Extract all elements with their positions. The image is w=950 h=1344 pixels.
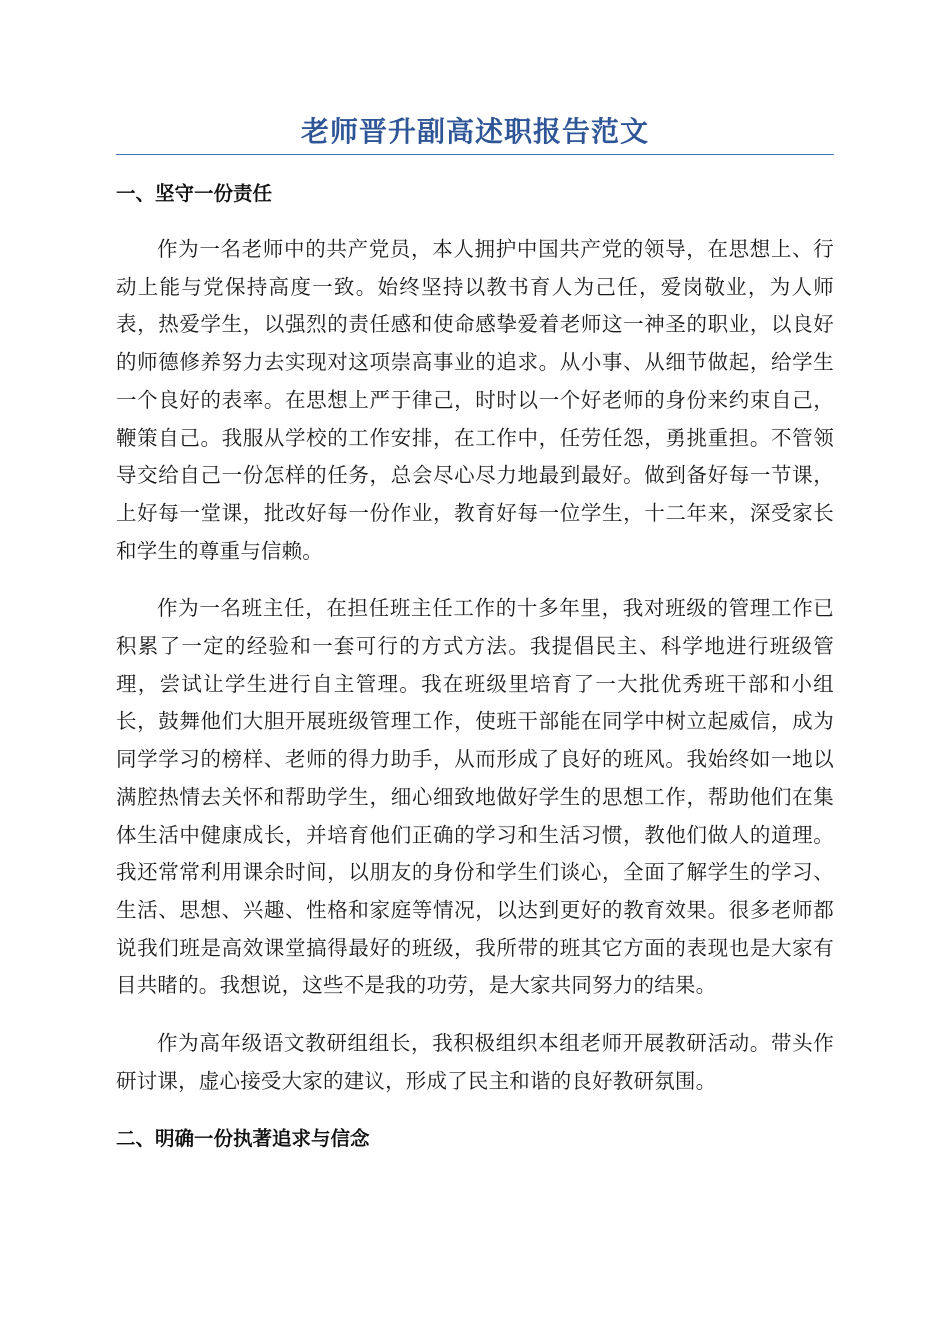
document-body <box>116 175 834 1176</box>
document-title: 老师晋升副高述职报告范文 <box>300 115 649 148</box>
section-heading-2: 二、明确一份执著追求与信念 <box>116 1127 370 1151</box>
section-heading-1: 一、坚守一份责任 <box>116 182 273 205</box>
section-1-paragraph-1: 作为一名老师中的共产党员，本人拥护中国共产党的领导，在思想上、行动上能与党保持高度一致。始终坚持以教书育人为己任，爱岗敬业，为人师表，热爱学生，以强烈的责任感和使命感挚爱着老师这一神圣的职业，以良好的师德修养努力去实现对这项崇高事业的追求。从小事、从细节做起，给学生一个良好的表率。在思想上严于律己，时时以一个好老师的身份来约束自己，鞭策自己。我服从学校的工作安排，在工作中，任劳任怨，勇挑重担。不管领导交给自己一份怎样的任务，总会尽心尽力地最到最好。做到备好每一节课，上好每一堂课，批改好每一份作业，教育好每一位学生，十二年来，深受家长和学生的尊重与信赖。 <box>116 237 834 563</box>
title-underline-rule <box>116 154 834 155</box>
section-1-paragraph-2: 作为一名班主任，在担任班主任工作的十多年里，我对班级的管理工作已积累了一定的经验和一套可行的方式方法。我提倡民主、科学地进行班级管理，尝试让学生进行自主管理。我在班级里培育了一大批优秀班干部和小组长，鼓舞他们大胆开展班级管理工作，使班干部能在同学中树立起威信，成为同学学习的榜样、老师的得力助手，从而形成了良好的班风。我始终如一地以满腔热情去关怀和帮助学生，细心细致地做好学生的思想工作，帮助他们在集体生活中健康成长，并培育他们正确的学习和生活习惯，教他们做人的道理。我还常常利用课余时间，以朋友的身份和学生们谈心，全面了解学生的学习、生活、思想、兴趣、性格和家庭等情况，以达到更好的教育效果。很多老师都说我们班是高效课堂搞得最好的班级，我所带的班其它方面的表现也是大家有目共睹的。我想说，这些不是我的功劳，是大家共同努力的结果。 <box>116 596 834 998</box>
section-1-paragraph-3: 作为高年级语文教研组组长，我积极组织本组老师开展教研活动。带头作研讨课，虚心接受大家的建议，形成了民主和谐的良好教研氛围。 <box>116 1031 834 1093</box>
